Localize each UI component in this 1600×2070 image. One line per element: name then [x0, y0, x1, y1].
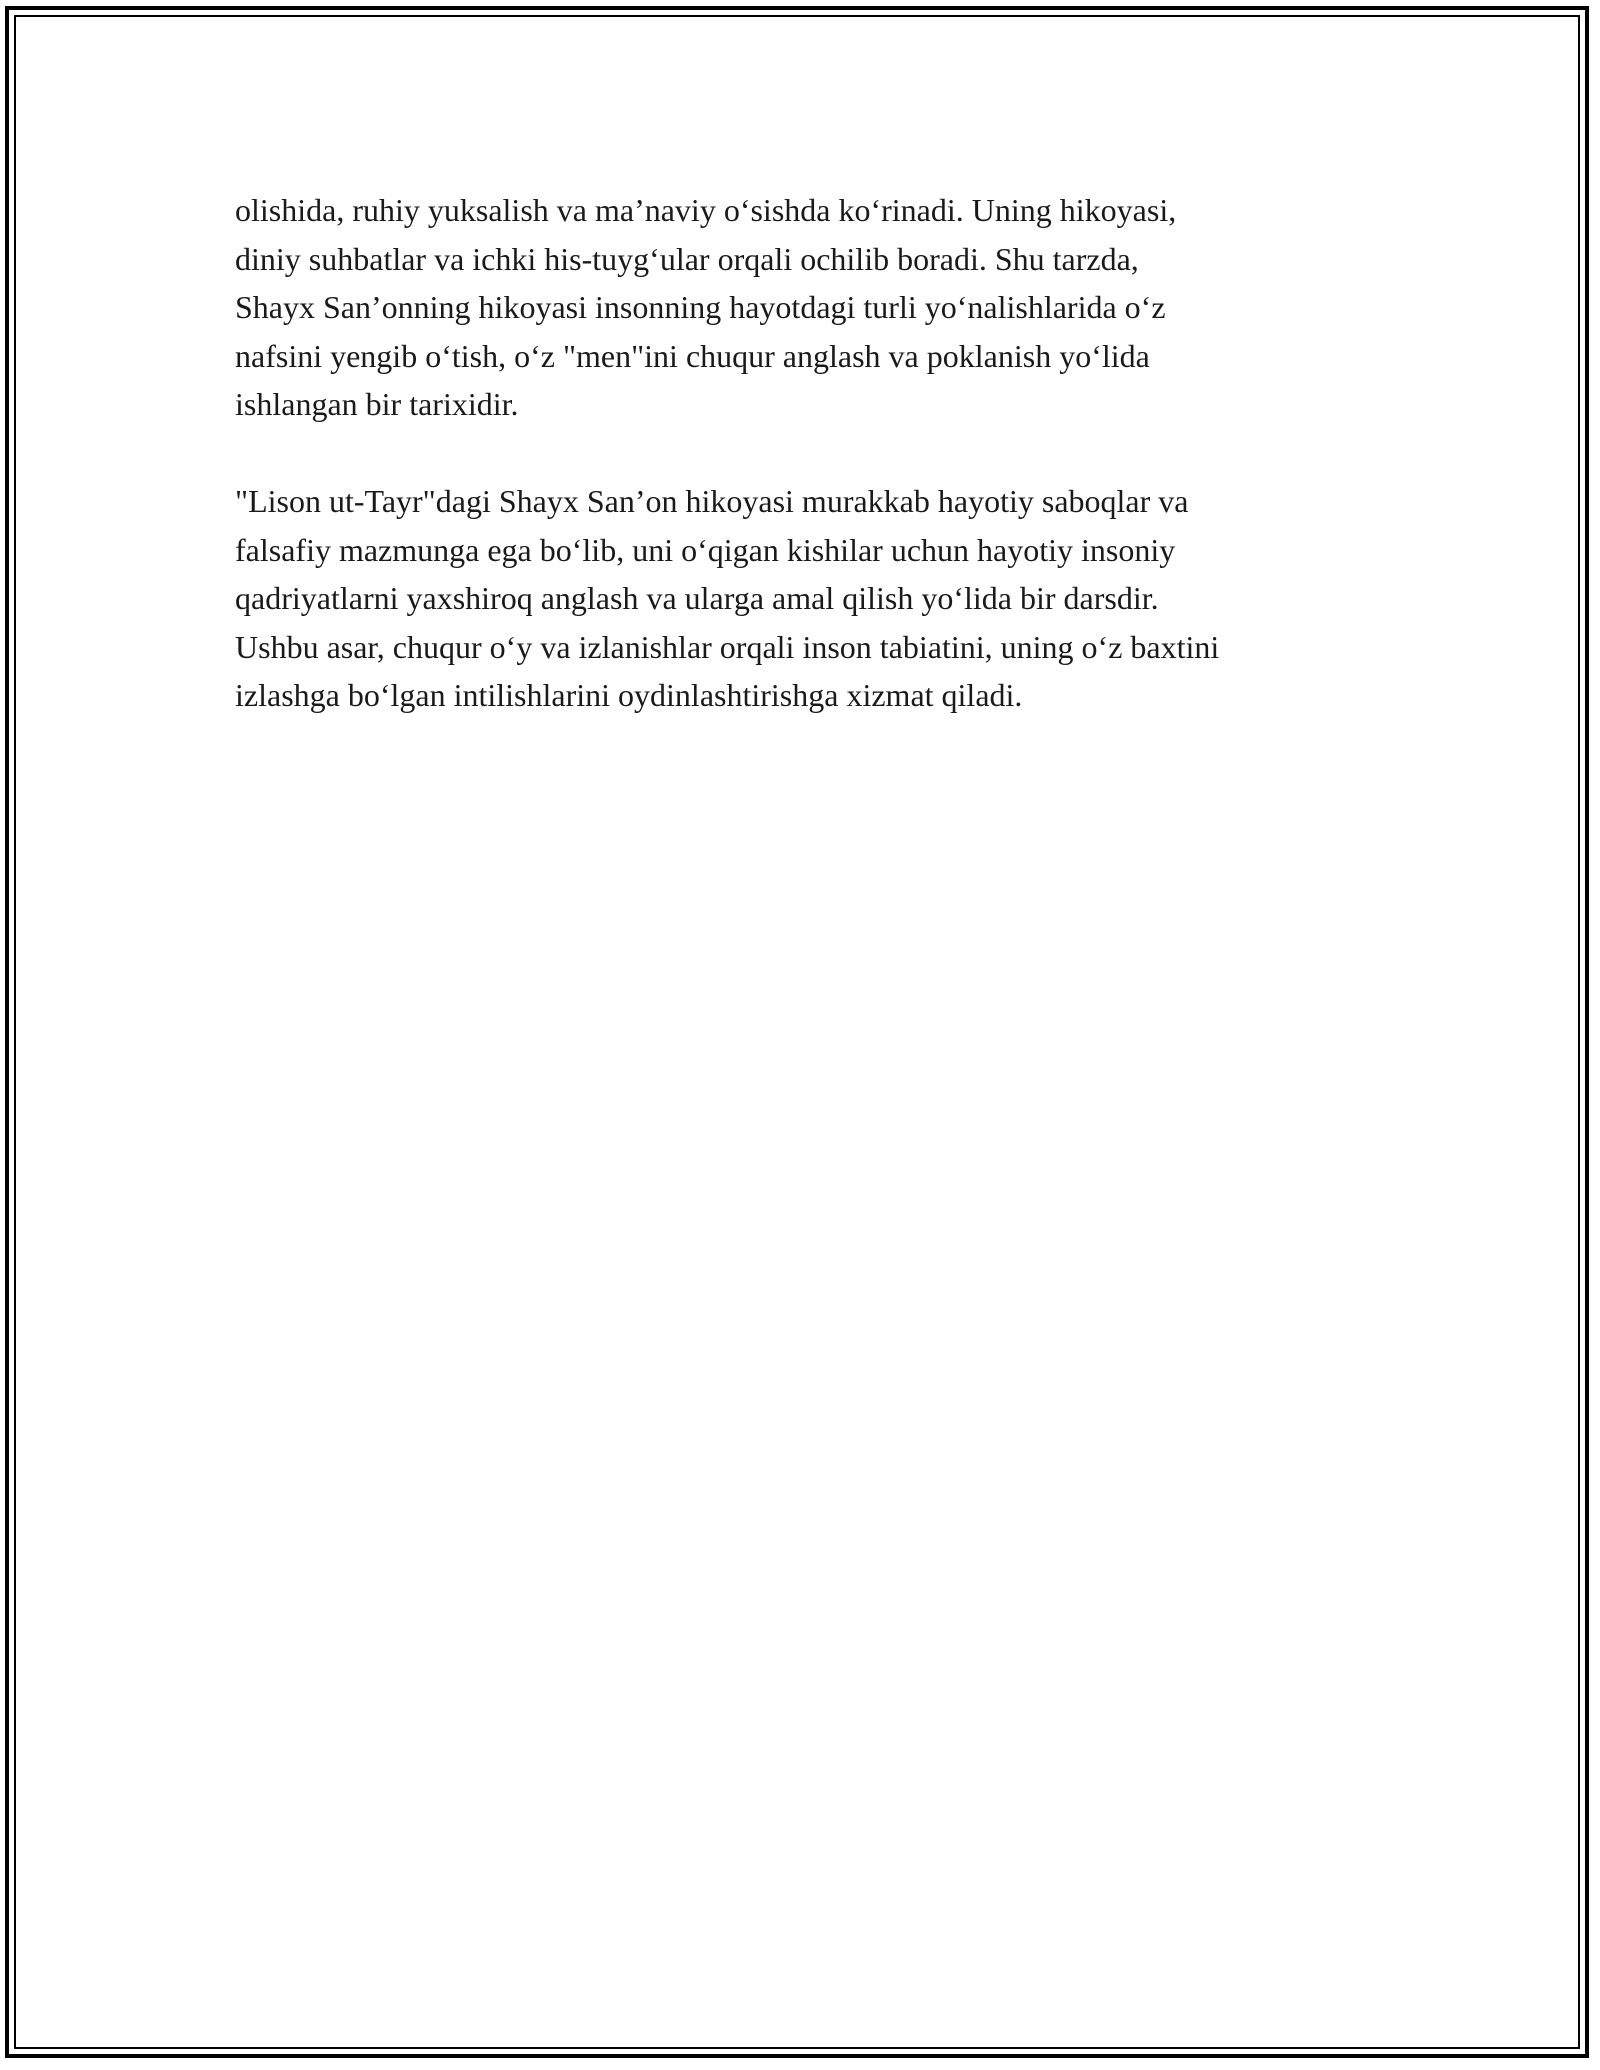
text-line: izlashga bo‘lgan intilishlarini oydinlashtirishga xizmat qiladi.: [235, 677, 1023, 713]
text-line: nafsini yengib o‘tish, o‘z "men"ini chuqur anglash va poklanish yo‘lida: [235, 337, 1150, 374]
text-line: olishida, ruhiy yuksalish va ma’naviy o‘sishda ko‘rinadi. Uning hikoyasi,: [235, 192, 1177, 228]
text-line: "Lison ut-Tayr"dagi Shayx San’on hikoyasi murakkab hayotiy saboqlar va: [235, 483, 1189, 519]
paragraph-2: [235, 477, 1375, 720]
text-line: Shayx San’onning hikoyasi insonning hayotdagi turli yo‘nalishlarida o‘z: [235, 289, 1166, 325]
text-line: diniy suhbatlar va ichki his-tuyg‘ular orqali ochilib boradi. Shu tarzda,: [235, 240, 1139, 277]
paragraph-1: [235, 186, 1375, 429]
text-line: ishlangan bir tarixidir.: [235, 386, 519, 422]
document-body: [235, 186, 1375, 720]
text-line: qadriyatlarni yaxshiroq anglash va ularga amal qilish yo‘lida bir darsdir.: [235, 580, 1159, 616]
text-line: Ushbu asar, chuqur o‘y va izlanishlar orqali inson tabiatini, uning o‘z baxtini: [235, 628, 1220, 665]
text-line: falsafiy mazmunga ega bo‘lib, uni o‘qigan kishilar uchun hayotiy insoniy: [235, 531, 1176, 568]
